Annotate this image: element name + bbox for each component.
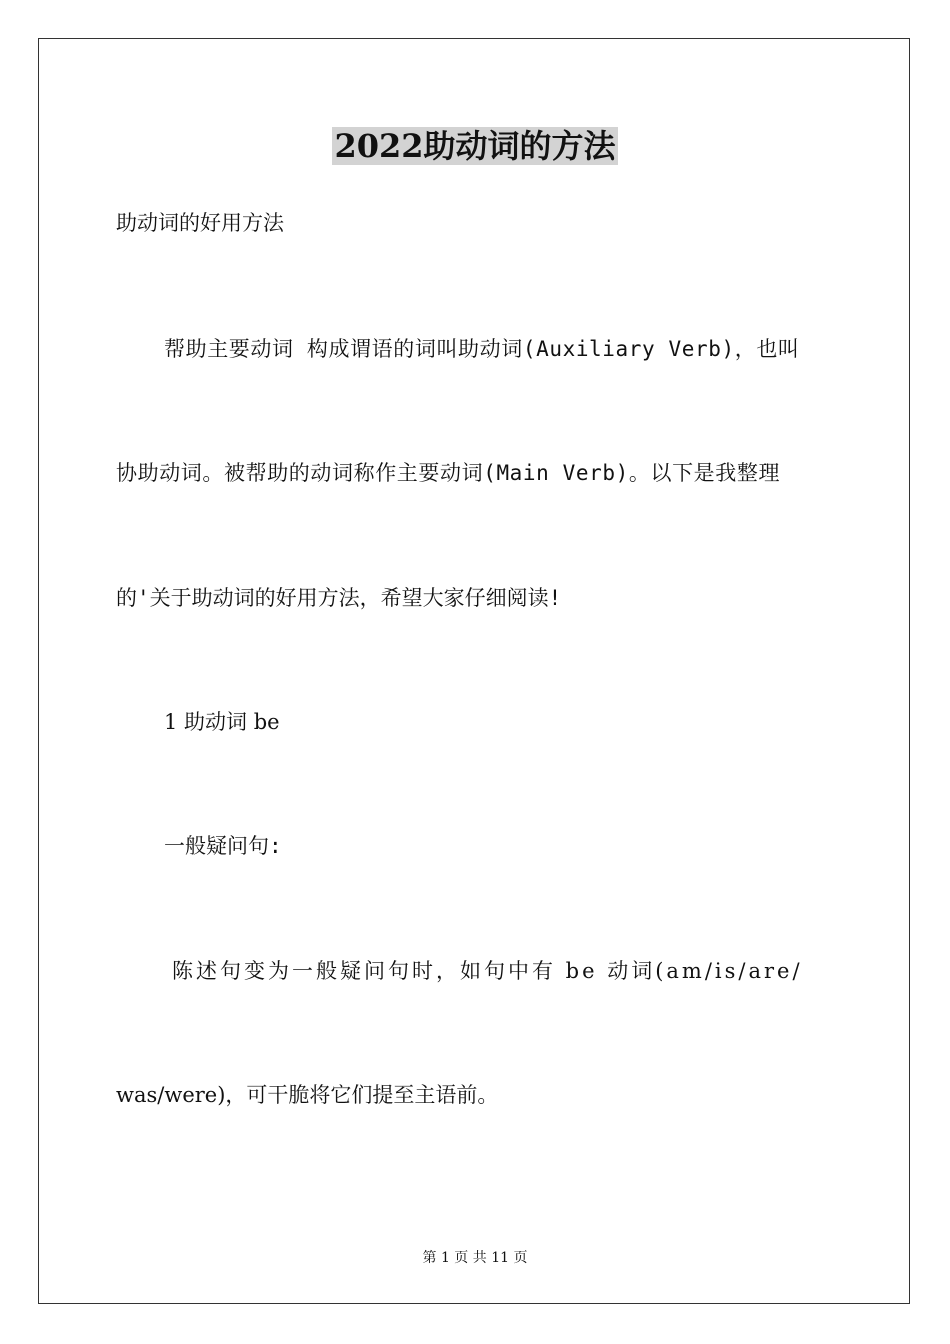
page-footer: [0, 1247, 950, 1267]
paragraph1-line1: 帮助主要动词 构成谓语的词叫助动词(Auxiliary Verb)，也叫: [164, 337, 800, 361]
title-text: 2022助动词的方法: [334, 127, 616, 165]
paragraph1-line3: 的'关于助动词的好用方法，希望大家仔细阅读!: [116, 586, 562, 610]
sub-heading: 一般疑问句:: [164, 834, 282, 858]
paragraph2-line2: was/were)，可干脆将它们提至主语前。: [116, 1083, 499, 1107]
paragraph2-line1: 陈述句变为一般疑问句时，如句中有 be 动词(am/is/are/: [172, 959, 803, 983]
subtitle: 助动词的好用方法: [116, 211, 284, 235]
document-title: [0, 126, 950, 166]
paragraph1-line2: 协助动词。被帮助的动词称作主要动词(Main Verb)。以下是我整理: [116, 461, 781, 485]
page-indicator: 第 1 页 共 11 页: [422, 1250, 528, 1266]
section-heading: 1 助动词 be: [164, 710, 280, 734]
